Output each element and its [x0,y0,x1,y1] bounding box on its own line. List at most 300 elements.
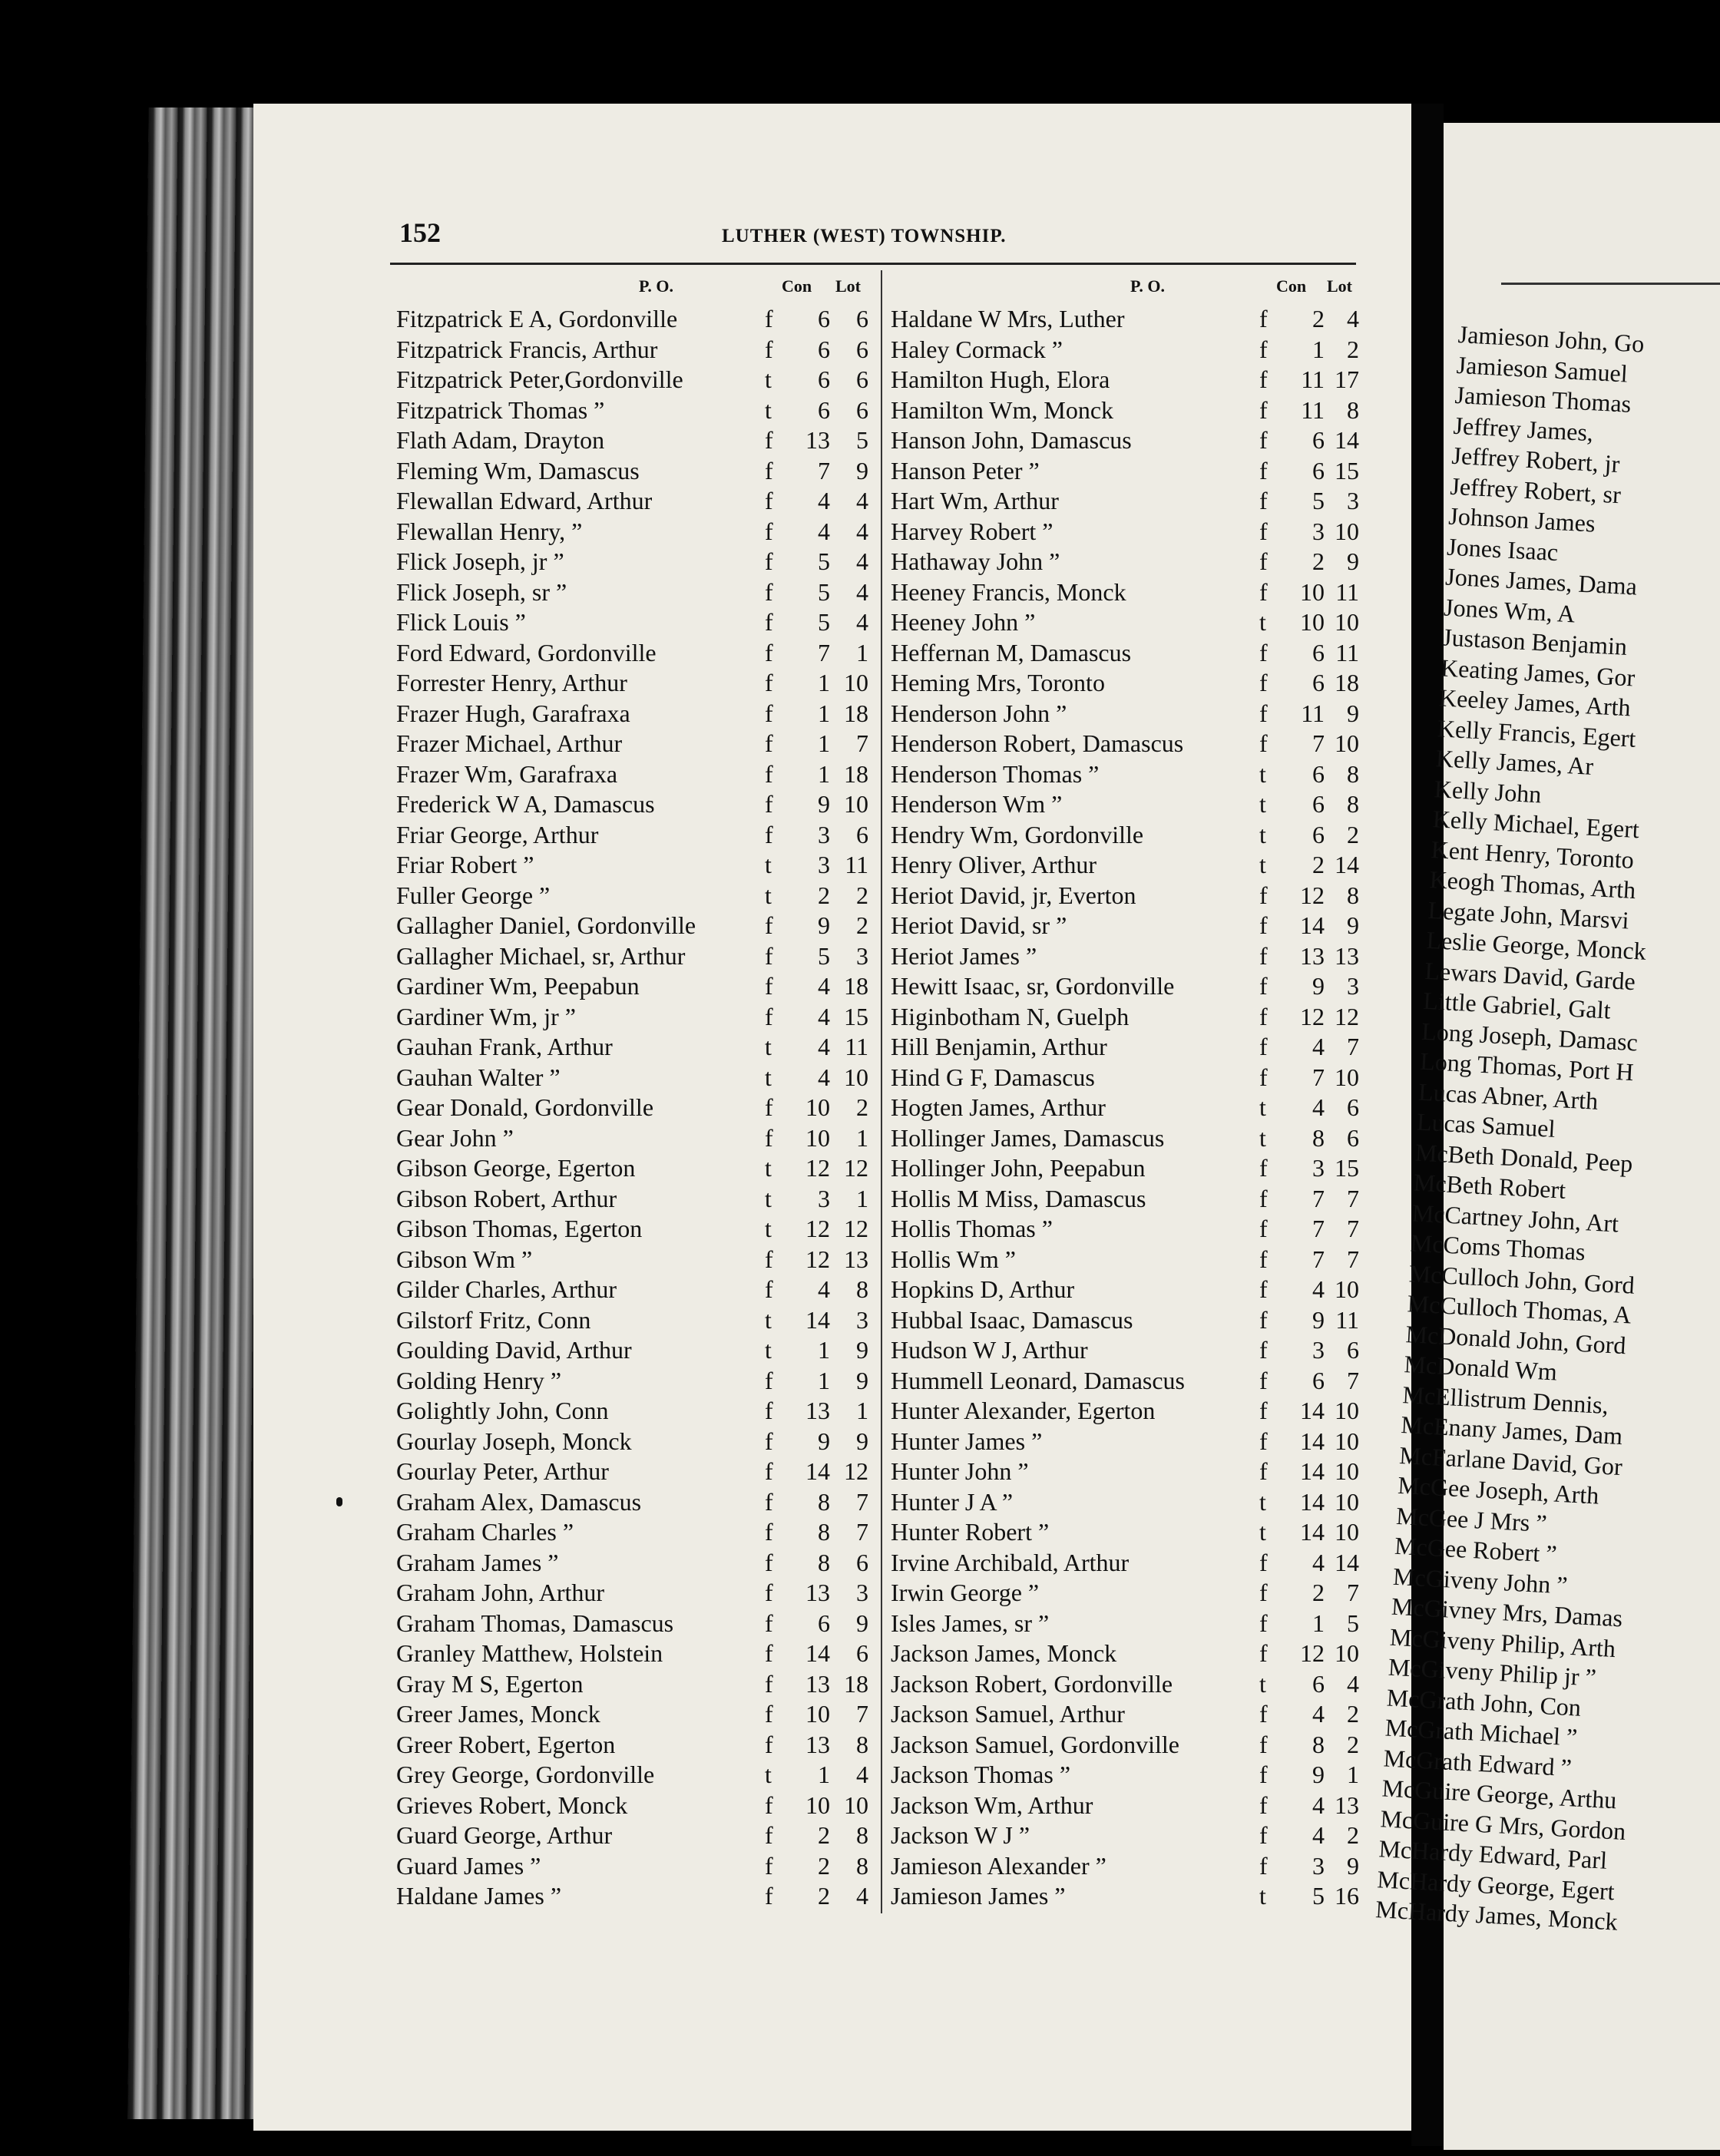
tenure-code: f [765,335,773,363]
entry-name: Haldane James ” [396,1882,562,1910]
tenure-code: t [1259,1669,1266,1698]
directory-entry [891,425,1359,456]
directory-entry [396,456,868,487]
lot-number: 15 [1335,1154,1359,1182]
concession-number: 4 [1312,1700,1325,1728]
entry-name: Hollis Wm ” [891,1245,1016,1273]
concession-number: 6 [818,305,830,332]
lot-number: 2 [856,911,868,939]
concession-number: 1 [818,759,830,788]
next-page-entry: Little Gabriel, Galt [1422,986,1612,1024]
tenure-code: f [765,941,773,970]
lot-number: 10 [1335,1063,1359,1091]
tenure-code: f [1259,1305,1268,1334]
concession-number: 14 [1300,911,1325,939]
lot-number: 5 [856,426,868,454]
tenure-code: f [765,669,773,696]
entry-name: Fleming Wm, Damascus [396,456,640,484]
tenure-code: f [765,729,773,757]
lot-number: 14 [1335,426,1359,454]
lot-number: 7 [856,729,868,757]
concession-number: 10 [1300,608,1325,636]
directory-entry [891,517,1359,547]
entry-name: Guard James ” [396,1851,541,1880]
tenure-code: f [1259,1851,1268,1880]
concession-number: 3 [818,820,830,848]
lot-number: 10 [1335,608,1359,636]
directory-entry [396,1366,868,1397]
directory-entry [891,1638,1359,1669]
concession-number: 2 [818,881,830,909]
directory-entry [396,1730,868,1761]
tenure-code: f [765,305,773,332]
tenure-code: f [765,699,773,727]
entry-name: Flick Louis ” [396,608,526,636]
next-page-entry: Long Thomas, Port H [1419,1047,1635,1086]
tenure-code: f [765,1487,773,1516]
entry-name: Guard George, Arthur [396,1821,613,1849]
entry-name: Gibson Thomas, Egerton [396,1215,643,1242]
tenure-code: f [1259,335,1268,363]
tenure-code: t [1259,820,1266,848]
tenure-code: f [1259,972,1268,1000]
directory-entry [891,1791,1359,1821]
entry-name: Irwin George ” [891,1579,1040,1606]
concession-number: 5 [818,941,830,970]
right-lot-header: Lot [1327,276,1352,296]
directory-entry [891,486,1359,517]
directory-entry [396,1881,868,1912]
tenure-code: f [1259,487,1268,514]
concession-number: 5 [818,577,830,606]
concession-number: 10 [805,1123,830,1152]
tenure-code: f [765,608,773,636]
concession-number: 1 [818,669,830,696]
entry-name: Greer Robert, Egerton [396,1730,616,1758]
concession-number: 5 [818,547,830,575]
next-page-entry: Kelly Francis, Egert [1437,713,1637,752]
lot-number: 1 [856,1397,868,1424]
next-page-entry: McGiveny Philip, Arth [1389,1622,1616,1662]
entry-name: Hind G F, Damascus [891,1063,1095,1091]
lot-number: 11 [845,851,868,878]
directory-entry [891,547,1359,577]
directory-entry [891,971,1359,1002]
directory-entry [396,759,868,790]
concession-number: 9 [1312,1305,1325,1334]
entry-name: Hanson Peter ” [891,456,1040,484]
lot-number: 4 [856,1882,868,1910]
directory-entry [396,1851,868,1882]
next-page-entry: Kent Henry, Toronto [1430,835,1635,874]
tenure-code: f [1259,1154,1268,1182]
lot-number: 13 [1335,941,1359,970]
next-page-entry: Keating James, Gor [1440,653,1636,692]
lot-number: 4 [856,608,868,636]
concession-number: 12 [1300,1002,1325,1030]
concession-number: 13 [805,1669,830,1698]
concession-number: 3 [818,1184,830,1212]
directory-entry [396,881,868,911]
lot-number: 13 [844,1245,868,1273]
tenure-code: t [765,1154,772,1182]
directory-entry [891,1305,1359,1336]
concession-number: 4 [1312,1093,1325,1121]
entry-name: Flick Joseph, jr ” [396,547,564,575]
directory-entry [396,365,868,395]
entry-name: Gibson George, Egerton [396,1154,636,1182]
next-page-entry: McGuire G Mrs, Gordon [1379,1804,1627,1845]
lot-number: 10 [1335,1518,1359,1546]
concession-number: 13 [1300,941,1325,970]
entry-name: Heriot James ” [891,941,1037,970]
lot-number: 2 [856,1093,868,1121]
directory-entry [396,911,868,941]
right-po-header: P. O. [1130,276,1166,296]
tenure-code: f [1259,1761,1268,1788]
lot-number: 7 [1347,1215,1359,1242]
concession-number: 6 [1312,669,1325,696]
tenure-code: f [1259,1609,1268,1637]
next-page-entry: Long Joseph, Damasc [1421,1017,1639,1056]
lot-number: 15 [1335,456,1359,484]
tenure-code: f [1259,1397,1268,1424]
lot-number: 4 [1347,1669,1359,1698]
tenure-code: f [1259,1700,1268,1728]
tenure-code: f [765,1548,773,1576]
lot-number: 6 [856,1639,868,1667]
next-page-entry: Kelly James, Ar [1435,744,1595,780]
lot-number: 3 [1347,487,1359,514]
concession-number: 1 [1312,335,1325,363]
next-page-entry: Leslie George, Monck [1425,925,1647,965]
directory-entry [396,638,868,669]
concession-number: 9 [1312,972,1325,1000]
directory-entry [396,729,868,759]
lot-number: 9 [856,1336,868,1364]
next-page-entry: McGee Joseph, Arth [1397,1470,1600,1510]
concession-number: 8 [1312,1123,1325,1152]
lot-number: 15 [844,1002,868,1030]
entry-name: Gilder Charles, Arthur [396,1275,617,1303]
lot-number: 9 [1347,699,1359,727]
entry-name: Jamieson Alexander ” [891,1851,1106,1880]
concession-number: 3 [1312,1336,1325,1364]
entry-name: Heming Mrs, Toronto [891,669,1105,696]
next-page-entry: Kelly Michael, Egert [1431,805,1640,844]
lot-number: 14 [1335,851,1359,878]
tenure-code: f [1259,1457,1268,1485]
next-page-entry: McBeth Donald, Peep [1414,1138,1634,1177]
directory-entry [891,304,1359,335]
directory-entry [891,1214,1359,1245]
entry-name: Henderson Thomas ” [891,759,1100,788]
lot-number: 12 [1335,1002,1359,1030]
lot-number: 12 [844,1154,868,1182]
entry-name: Jamieson James ” [891,1882,1066,1910]
concession-number: 4 [818,487,830,514]
next-page-entry: McComs Thomas [1410,1228,1586,1266]
lot-number: 2 [1347,1730,1359,1758]
next-page-entry: McGiveny John ” [1392,1562,1569,1599]
tenure-code: f [765,1851,773,1880]
directory-entry [396,1305,868,1336]
tenure-code: f [1259,1033,1268,1060]
entry-name: Flewallan Henry, ” [396,517,583,545]
lot-number: 5 [1347,1609,1359,1637]
next-page-entry: Jeffrey James, [1452,411,1594,446]
tenure-code: t [1259,1123,1266,1152]
directory-entry [891,395,1359,426]
tenure-code: t [765,1336,772,1364]
ink-speck [336,1497,342,1506]
tenure-code: f [765,426,773,454]
entry-name: Gourlay Joseph, Monck [396,1427,632,1455]
concession-number: 2 [1312,547,1325,575]
concession-number: 14 [1300,1427,1325,1455]
left-directory-column [396,304,868,1912]
next-page-entry: McGuire George, Arthu [1381,1774,1618,1814]
concession-number: 4 [818,972,830,1000]
directory-entry [396,699,868,729]
entry-name: Heffernan M, Damascus [891,638,1132,666]
directory-entry [396,668,868,699]
entry-name: Gear Donald, Gordonville [396,1093,654,1121]
directory-entry [396,1245,868,1275]
concession-number: 1 [818,729,830,757]
entry-name: Hogten James, Arthur [891,1093,1106,1121]
directory-entry [891,335,1359,365]
tenure-code: f [1259,1275,1268,1303]
entry-name: Jackson Samuel, Gordonville [891,1730,1179,1758]
directory-entry [396,1517,868,1548]
tenure-code: t [1259,1882,1266,1910]
directory-entry [891,1123,1359,1154]
entry-name: Heeney John ” [891,608,1036,636]
lot-number: 6 [856,395,868,424]
tenure-code: f [1259,699,1268,727]
left-lot-header: Lot [835,276,861,296]
tenure-code: f [765,1427,773,1455]
concession-number: 14 [1300,1487,1325,1516]
lot-number: 11 [1335,1305,1359,1334]
entry-name: Hanson John, Damascus [891,426,1132,454]
directory-entry [396,789,868,820]
lot-number: 12 [844,1215,868,1242]
next-page-entry: Lucas Abner, Arth [1417,1077,1599,1115]
next-page-entry: McDonald John, Gord [1404,1319,1627,1359]
tenure-code: f [1259,305,1268,332]
lot-number: 9 [856,1609,868,1637]
directory-entry [396,1487,868,1518]
tenure-code: f [1259,1821,1268,1849]
lot-number: 2 [1347,1821,1359,1849]
entry-name: Friar Robert ” [396,851,534,878]
tenure-code: f [765,1457,773,1485]
directory-entry [396,486,868,517]
entry-name: Graham Thomas, Damascus [396,1609,674,1637]
concession-number: 7 [818,638,830,666]
entry-name: Fitzpatrick Peter,Gordonville [396,365,683,393]
concession-number: 8 [818,1548,830,1576]
next-page-entry: Legate John, Marsvi [1427,895,1630,934]
concession-number: 8 [1312,1730,1325,1758]
tenure-code: f [765,547,773,575]
lot-number: 8 [856,1275,868,1303]
header-rule [390,263,1356,265]
concession-number: 10 [805,1700,830,1728]
lot-number: 7 [1347,1245,1359,1273]
lot-number: 10 [1335,729,1359,757]
lot-number: 3 [856,1305,868,1334]
next-page-entry: Jamieson John, Go [1457,319,1646,358]
entry-name: Gourlay Peter, Arthur [396,1457,609,1485]
next-page-entry: McEllistrum Dennis, [1401,1380,1609,1419]
next-page-entry: Jones Isaac [1446,532,1560,566]
entry-name: Hunter Robert ” [891,1518,1050,1546]
lot-number: 9 [1347,911,1359,939]
directory-entry [891,1548,1359,1579]
directory-entry [396,1275,868,1305]
lot-number: 11 [1335,638,1359,666]
concession-number: 12 [805,1154,830,1182]
directory-entry [396,1335,868,1366]
directory-entry [891,1093,1359,1123]
lot-number: 2 [856,881,868,909]
lot-number: 2 [1347,820,1359,848]
entry-name: Hollis Thomas ” [891,1215,1053,1242]
lot-number: 2 [1347,335,1359,363]
directory-entry [891,1487,1359,1518]
lot-number: 8 [1347,790,1359,818]
directory-entry [891,1153,1359,1184]
concession-number: 6 [818,395,830,424]
tenure-code: f [1259,1579,1268,1606]
lot-number: 8 [1347,881,1359,909]
lot-number: 10 [1335,1275,1359,1303]
directory-entry [891,1032,1359,1063]
directory-entry [396,1699,868,1730]
lot-number: 10 [1335,1639,1359,1667]
next-page-entry: McBeth Robert [1413,1168,1566,1204]
directory-entry [891,1609,1359,1639]
entry-name: Gauhan Frank, Arthur [396,1033,613,1060]
concession-number: 6 [1312,820,1325,848]
entry-name: Graham John, Arthur [396,1579,605,1606]
next-page-entry: McDonald Wm [1403,1350,1558,1386]
lot-number: 3 [1347,972,1359,1000]
concession-number: 13 [805,1579,830,1606]
entry-name: Irvine Archibald, Arthur [891,1548,1130,1576]
concession-number: 6 [1312,638,1325,666]
concession-number: 13 [805,1397,830,1424]
tenure-code: f [1259,1791,1268,1819]
lot-number: 10 [844,1063,868,1091]
lot-number: 4 [856,547,868,575]
concession-number: 12 [1300,1639,1325,1667]
lot-number: 10 [1335,517,1359,545]
concession-number: 5 [1312,1882,1325,1910]
directory-entry [396,1063,868,1093]
directory-entry [891,577,1359,608]
lot-number: 6 [856,1548,868,1576]
entry-name: Gardiner Wm, jr ” [396,1002,576,1030]
directory-entry [891,1820,1359,1851]
concession-number: 10 [805,1791,830,1819]
concession-number: 7 [1312,1184,1325,1212]
concession-number: 4 [818,1002,830,1030]
next-page-entry: Jamieson Samuel [1455,350,1629,388]
directory-entry [891,1578,1359,1609]
concession-number: 5 [818,608,830,636]
tenure-code: f [765,1609,773,1637]
concession-number: 6 [1312,759,1325,788]
directory-entry [396,1820,868,1851]
column-divider [881,270,882,1913]
concession-number: 6 [1312,1366,1325,1394]
entry-name: Gauhan Walter ” [396,1063,561,1091]
directory-entry [891,1002,1359,1033]
tenure-code: f [765,790,773,818]
tenure-code: f [1259,1184,1268,1212]
concession-number: 12 [1300,881,1325,909]
entry-name: Hamilton Wm, Monck [891,395,1114,424]
next-page-entry: McHardy James, Monck [1374,1895,1619,1936]
directory-entry [891,911,1359,941]
directory-entry [891,1245,1359,1275]
tenure-code: f [765,1397,773,1424]
tenure-code: f [765,972,773,1000]
page-number: 152 [399,217,441,248]
concession-number: 7 [1312,1063,1325,1091]
tenure-code: f [1259,729,1268,757]
tenure-code: t [765,395,772,424]
entry-name: Hudson W J, Arthur [891,1336,1088,1364]
entry-name: Hewitt Isaac, sr, Gordonville [891,972,1175,1000]
directory-entry [891,1851,1359,1882]
concession-number: 6 [818,365,830,393]
concession-number: 3 [1312,517,1325,545]
directory-entry [396,1153,868,1184]
next-page-entry: Justason Benjamin [1441,623,1628,661]
lot-number: 18 [844,699,868,727]
directory-entry [396,1093,868,1123]
concession-number: 1 [1312,1609,1325,1637]
entry-name: Golightly John, Conn [396,1397,609,1424]
concession-number: 2 [818,1882,830,1910]
tenure-code: f [765,1639,773,1667]
directory-entry [891,850,1359,881]
entry-name: Graham James ” [396,1548,559,1576]
tenure-code: f [1259,1063,1268,1091]
lot-number: 12 [844,1457,868,1485]
lot-number: 7 [856,1518,868,1546]
directory-entry [396,820,868,851]
next-page-entry: McGiveny Philip jr ” [1388,1652,1597,1691]
directory-entry [891,789,1359,820]
entry-name: Jackson W J ” [891,1821,1030,1849]
tenure-code: t [1259,608,1266,636]
tenure-code: f [765,517,773,545]
tenure-code: f [765,759,773,788]
concession-number: 14 [805,1457,830,1485]
entry-name: Goulding David, Arthur [396,1336,632,1364]
next-page-entry: Jamieson Thomas [1454,380,1632,418]
next-page-entry: McEnany James, Dam [1400,1410,1623,1450]
tenure-code: f [1259,365,1268,393]
directory-entry [891,1427,1359,1457]
tenure-code: t [765,1305,772,1334]
